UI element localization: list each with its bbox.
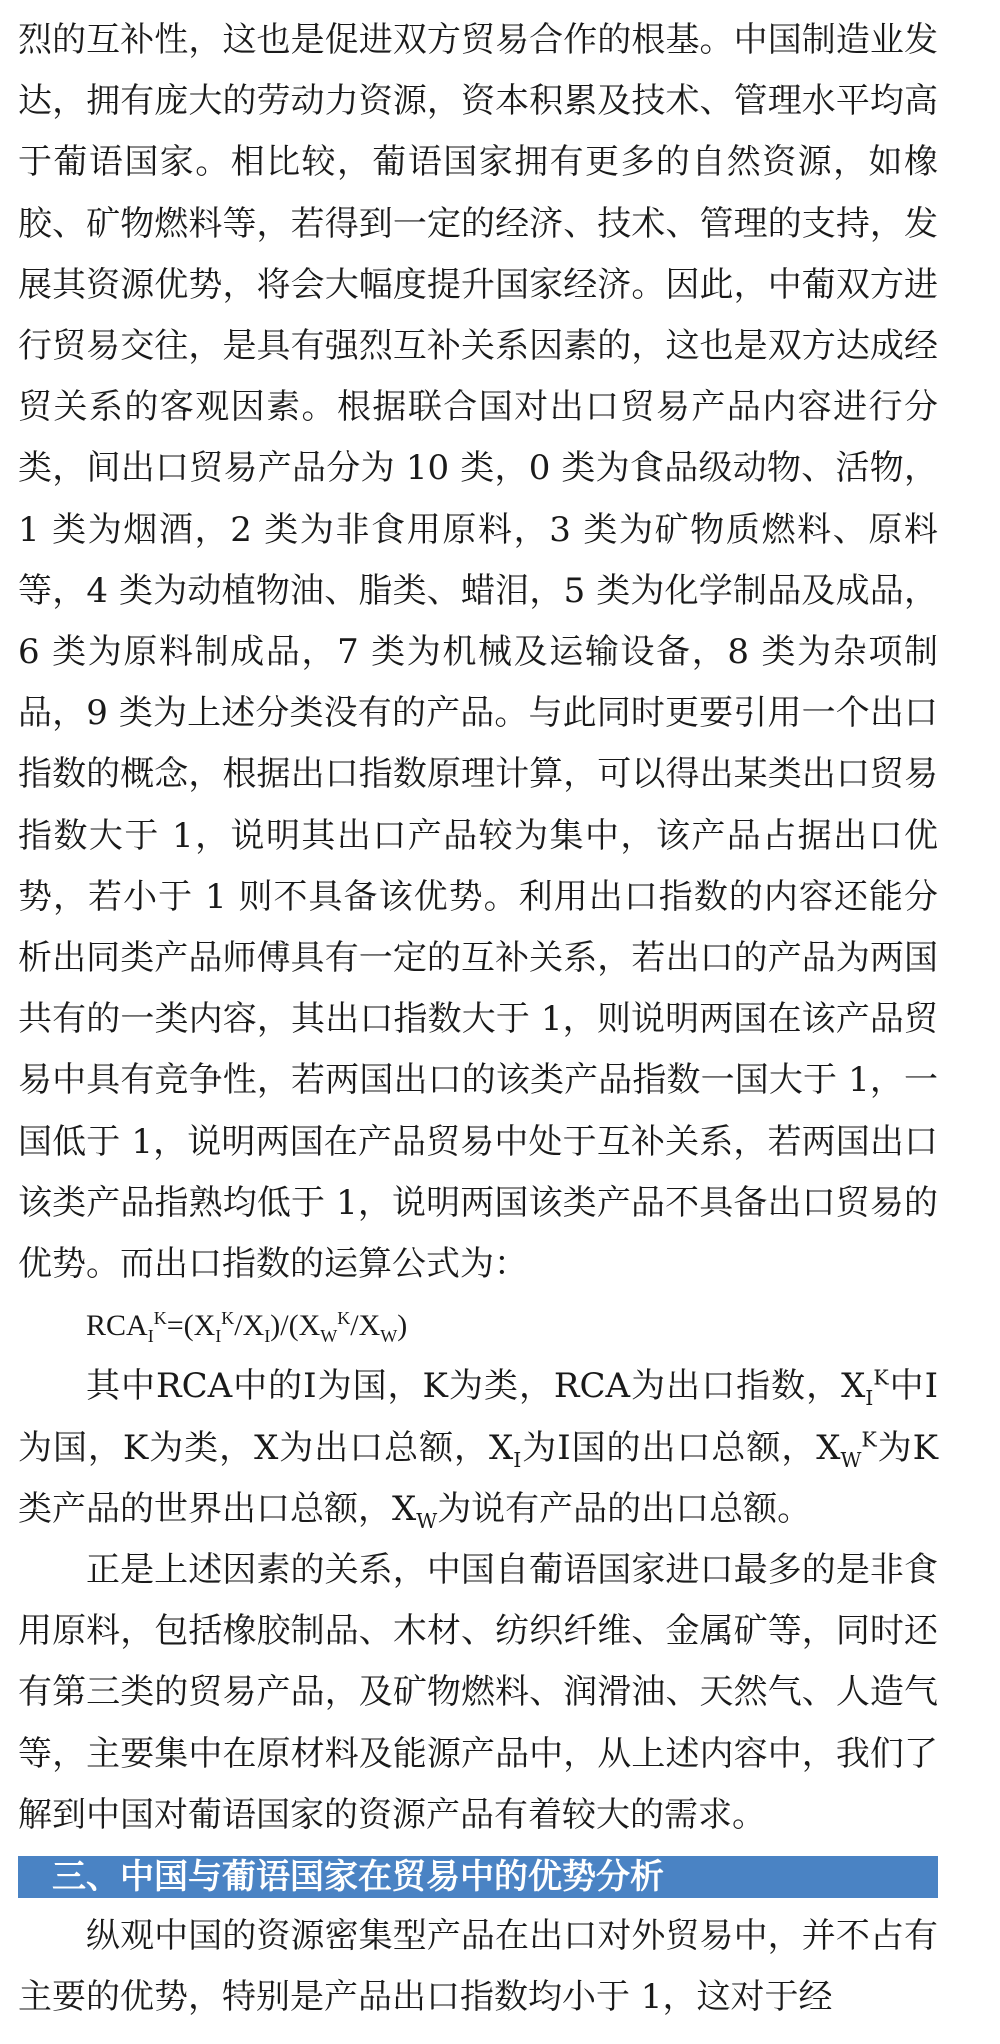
formula-sub-w-2: W — [380, 1326, 398, 1347]
formula-sub-i-2: I — [215, 1326, 222, 1347]
explanation-sup-k: K — [873, 1366, 889, 1391]
formula-close: ) — [397, 1309, 408, 1343]
formula-slash-x: /X — [234, 1309, 265, 1343]
explanation-part-3: 为I国的出口总额，X — [521, 1427, 841, 1468]
explanation-sub-i: I — [865, 1386, 874, 1411]
rca-formula — [18, 1295, 938, 1356]
body-paragraph-3: 正是上述因素的关系，中国自葡语国家进口最多的是非食用原料，包括橡胶制品、木材、纺织纤维、金属矿等，同时还有第三类的贸易产品，及矿物燃料、润滑油、天然气、人造气等，主要集中在原材料及能源产品中，从上述内容中，我们了解到中国对葡语国家的资源产品有着较大的需求。 — [18, 1550, 938, 1835]
formula-eq-open: =(X — [166, 1309, 216, 1343]
explanation-part-2: 中I为国，K为类，X为出口总额，X — [18, 1366, 938, 1468]
formula-sup-k-3: K — [337, 1308, 351, 1329]
formula-mid: )/(X — [270, 1309, 321, 1343]
explanation-part-4: 为K类产品的世界出口总额，X — [18, 1427, 939, 1529]
explanation-part-1: 其中RCA中的I为国，K为类，RCA为出口指数，X — [86, 1366, 866, 1407]
explanation-sup-k-2: K — [861, 1427, 877, 1452]
explanation-sub-w-2: W — [416, 1508, 438, 1533]
explanation-sub-i-2: I — [513, 1447, 522, 1472]
formula-sub-i: I — [147, 1326, 154, 1347]
formula-explanation — [18, 1356, 938, 1540]
explanation-sub-w: W — [840, 1447, 862, 1472]
body-paragraph-4: 纵观中国的资源密集型产品在出口对外贸易中，并不占有主要的优势，特别是产品出口指数均小于 1，这对于经 — [18, 1916, 938, 2018]
body-paragraph-1: 烈的互补性，这也是促进双方贸易合作的根基。中国制造业发达，拥有庞大的劳动力资源，资本积累及技术、管理水平均高于葡语国家。相比较，葡语国家拥有更多的自然资源，如橡胶、矿物燃料等，若得到一定的经济、技术、管理的支持，发展其资源优势，将会大幅度提升国家经济。因此，中葡双方进行贸易交往，是具有强烈互补关系因素的，这也是双方达成经贸关系的客观因素。根据联合国对出口贸易产品内容进行分类，间出口贸易产品分为 10 类，0 类为食品级动物、活物，1 类为烟酒，2 类为非食用原料，3 类为矿物质燃料、原料等，4 类为动植物油、脂类、蜡泪，5 类为化学制品及成品，6 类为原料制成品，7 类为机械及运输设备，8 类为杂项制品，9 类为上述分类没有的产品。与此同时更要引用一个出口指数的概念，根据出口指数原理计算，可以得出某类出口贸易指数大于 1，说明其出口产品较为集中，该产品占据出口优势，若小于 1 则不具备该优势。利用出口指数的内容还能分析出同类产品师傅具有一定的互补关系，若出口的产品为两国共有的一类内容，其出口指数大于 1，则说明两国在该产品贸易中具有竞争性，若两国出口的该类产品指数一国大于 1，一国低于 1，说明两国在产品贸易中处于互补关系，若两国出口该类产品指熟均低于 1，说明两国该类产品不具备出口贸易的优势。而出口指数的运算公式为： — [18, 20, 938, 1285]
explanation-part-5: 为说有产品的出口总额。 — [437, 1488, 812, 1529]
formula-sub-w: W — [320, 1326, 338, 1347]
section-heading: 三、中国与葡语国家在贸易中的优势分析 — [18, 1856, 938, 1898]
formula-rca: RCA — [86, 1309, 148, 1343]
formula-sup-k-2: K — [221, 1308, 235, 1329]
formula-slash-x-2: /X — [350, 1309, 381, 1343]
formula-sup-k: K — [153, 1308, 167, 1329]
document-page — [18, 10, 938, 2029]
formula-sub-i-3: I — [264, 1326, 271, 1347]
